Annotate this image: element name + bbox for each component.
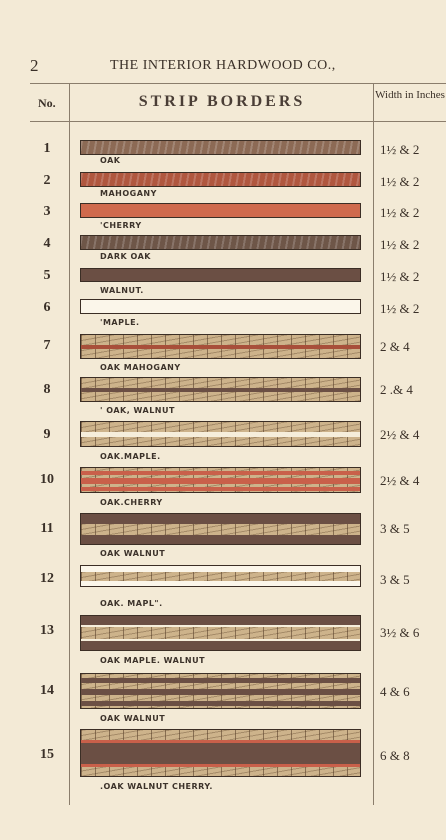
swatch-stripe bbox=[81, 764, 360, 767]
border-swatch-oak-cherry bbox=[80, 467, 361, 493]
row-width: 2 & 4 bbox=[380, 339, 410, 354]
swatch-stripe bbox=[81, 743, 360, 764]
table-top-rule bbox=[30, 83, 446, 84]
row-label: OAK bbox=[100, 156, 121, 165]
row-width: 1½ & 2 bbox=[380, 237, 420, 252]
swatch-stripe bbox=[81, 689, 360, 695]
border-swatch-oak-maple-wide bbox=[80, 565, 361, 587]
row-number: 12 bbox=[40, 571, 54, 586]
row-number: 10 bbox=[40, 472, 54, 487]
running-head: THE INTERIOR HARDWOOD CO., bbox=[110, 58, 336, 73]
page-number: 2 bbox=[30, 56, 39, 75]
row-number: 6 bbox=[43, 300, 51, 315]
row-label: OAK MAPLE. WALNUT bbox=[100, 656, 206, 665]
row-width: 1½ & 2 bbox=[380, 142, 420, 157]
row-width: 3 & 5 bbox=[380, 521, 410, 536]
row-number: 14 bbox=[40, 683, 54, 698]
swatch-stripe bbox=[81, 471, 360, 475]
row-width: 3½ & 6 bbox=[380, 625, 420, 640]
border-swatch-maple bbox=[80, 299, 361, 314]
row-width: 2 .& 4 bbox=[380, 382, 413, 397]
swatch-stripe bbox=[81, 345, 360, 349]
row-label: OAK WALNUT bbox=[100, 549, 166, 558]
row-number: 7 bbox=[43, 338, 51, 353]
border-swatch-oak bbox=[80, 140, 361, 155]
row-number: 5 bbox=[43, 268, 51, 283]
swatch-stripe bbox=[81, 701, 360, 706]
row-width: 2½ & 4 bbox=[380, 473, 420, 488]
row-label: 'MAPLE. bbox=[100, 318, 140, 327]
swatch-stripe bbox=[81, 572, 360, 581]
row-label: ' OAK, WALNUT bbox=[100, 406, 175, 415]
row-number: 3 bbox=[43, 204, 51, 219]
row-width: 4 & 6 bbox=[380, 684, 410, 699]
border-swatch-oak-maple-walnut bbox=[80, 615, 361, 651]
row-label: OAK MAHOGANY bbox=[100, 363, 181, 372]
swatch-stripe bbox=[81, 627, 360, 639]
row-label: 'CHERRY bbox=[100, 221, 142, 230]
row-number: 2 bbox=[43, 173, 51, 188]
header-bottom-rule bbox=[30, 121, 446, 122]
row-label: MAHOGANY bbox=[100, 189, 157, 198]
swatch-stripe bbox=[81, 487, 360, 491]
border-swatch-oak-walnut bbox=[80, 377, 361, 402]
border-swatch-walnut bbox=[80, 268, 361, 282]
row-width: 1½ & 2 bbox=[380, 301, 420, 316]
column-header-title: STRIP BORDERS bbox=[138, 93, 306, 110]
border-swatch-oak-mahogany bbox=[80, 334, 361, 359]
border-swatch-oak-walnut-cherry bbox=[80, 729, 361, 777]
row-number: 8 bbox=[43, 382, 51, 397]
row-width: 1½ & 2 bbox=[380, 269, 420, 284]
right-column-divider bbox=[373, 83, 374, 805]
swatch-stripe bbox=[81, 432, 360, 437]
row-label: OAK.MAPLE. bbox=[100, 452, 161, 461]
row-number: 15 bbox=[40, 747, 54, 762]
row-width: 1½ & 2 bbox=[380, 174, 420, 189]
border-swatch-oak-walnut-banded bbox=[80, 673, 361, 709]
row-width: 2½ & 4 bbox=[380, 427, 420, 442]
row-label: WALNUT. bbox=[100, 286, 144, 295]
swatch-stripe bbox=[81, 639, 360, 641]
row-number: 1 bbox=[43, 141, 51, 156]
swatch-stripe bbox=[81, 388, 360, 392]
border-swatch-oak-maple bbox=[80, 421, 361, 447]
row-label: OAK. MAPL". bbox=[100, 599, 163, 608]
swatch-stripe bbox=[81, 524, 360, 535]
swatch-stripe bbox=[81, 478, 360, 484]
row-label: DARK OAK bbox=[100, 252, 151, 261]
row-label: OAK.CHERRY bbox=[100, 498, 163, 507]
border-swatch-cherry bbox=[80, 203, 361, 218]
border-swatch-oak-walnut-wide bbox=[80, 513, 361, 545]
left-column-divider bbox=[69, 83, 70, 805]
row-width: 3 & 5 bbox=[380, 572, 410, 587]
column-header-no: No. bbox=[38, 96, 56, 110]
row-number: 13 bbox=[40, 623, 54, 638]
row-number: 11 bbox=[40, 521, 54, 536]
row-width: 1½ & 2 bbox=[380, 205, 420, 220]
swatch-stripe bbox=[81, 678, 360, 683]
border-swatch-dark-oak bbox=[80, 235, 361, 250]
row-number: 4 bbox=[43, 236, 51, 251]
row-number: 9 bbox=[43, 427, 51, 442]
column-header-width: Width in Inches bbox=[375, 89, 445, 101]
border-swatch-mahogany bbox=[80, 172, 361, 187]
row-label: OAK WALNUT bbox=[100, 714, 166, 723]
row-width: 6 & 8 bbox=[380, 748, 410, 763]
row-label: .OAK WALNUT CHERRY. bbox=[100, 782, 213, 791]
